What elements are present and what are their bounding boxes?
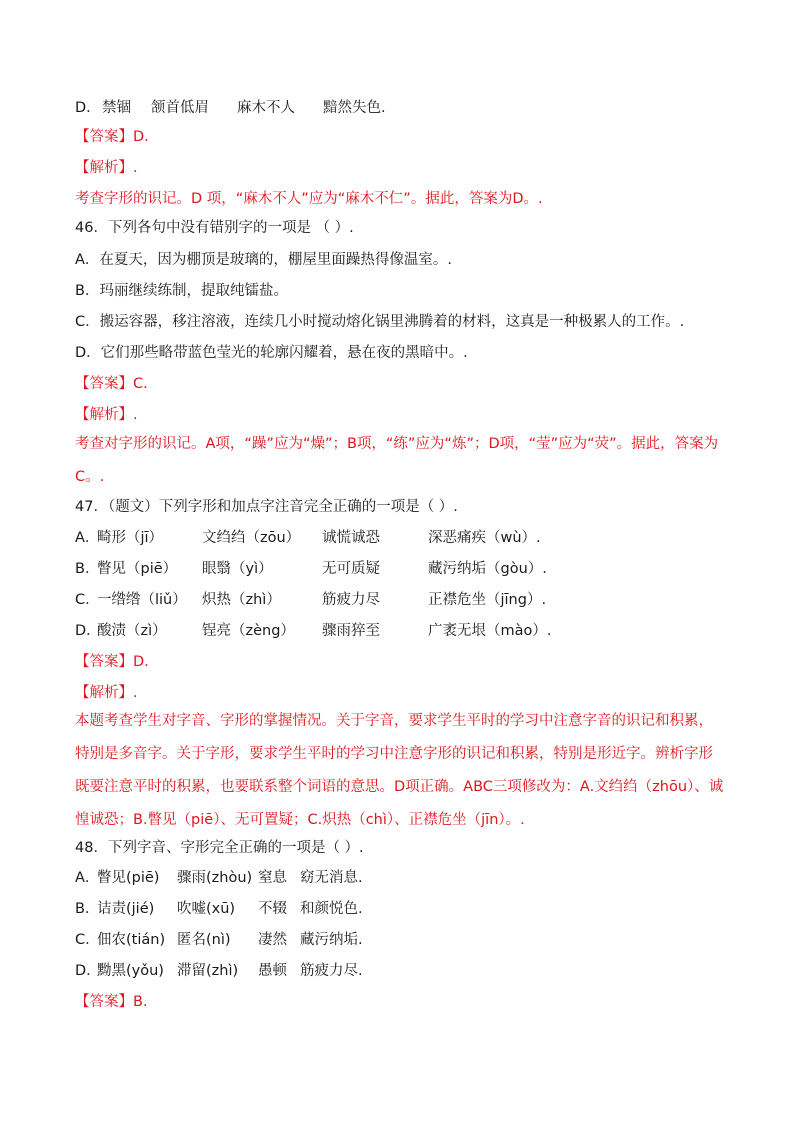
q46-option-b: B．玛丽继续练制，提取纯镭盐。 xyxy=(75,283,288,299)
option-item: 诘责(jié) xyxy=(97,901,155,917)
option-item: 麻木不人 xyxy=(237,100,295,116)
option-item: 骤雨(zhòu) xyxy=(177,870,253,886)
option-item: 眼翳（yì） xyxy=(202,561,273,577)
q47-question: 47．（题文）下列字形和加点字注音完全正确的一项是（ ）. xyxy=(75,499,458,515)
option-item: 筋疲力尽 xyxy=(322,592,380,608)
option-item: 匿名(nì) xyxy=(177,932,231,948)
q47-answer: 【答案】D. xyxy=(75,654,149,670)
option-item: 黝黑(yǒu) xyxy=(97,963,164,979)
q46-analysis-text: 考查对字形的识记。A项，“躁”应为“燥”；B项，“练”应为“炼”；D项，“莹”应为“荧”。据此，答案为C。. xyxy=(75,436,719,485)
option-item: 深恶痛疾（wù）. xyxy=(428,530,541,546)
q46-option-a: A．在夏天，因为棚顶是玻璃的，棚屋里面躁热得像温室。. xyxy=(75,252,453,268)
q46-analysis-heading: 【解析】. xyxy=(75,407,138,423)
option-item: 文绉绉（zōu） xyxy=(202,530,301,546)
option-item: 锃亮（zèng） xyxy=(202,623,295,639)
option-item: 窈无消息. xyxy=(300,870,363,886)
option-item: 黯然失色. xyxy=(323,100,386,116)
option-label: A． xyxy=(75,530,100,546)
option-label: C． xyxy=(75,592,100,608)
option-item: 骤雨猝至 xyxy=(322,623,380,639)
option-item: 正襟危坐（jīng）. xyxy=(428,592,547,608)
option-item: 佃农(tián) xyxy=(97,932,166,948)
q47-analysis-text: 本题考查学生对字音、字形的掌握情况。关于字音，要求学生平时的学习中注意字音的识记和积累，特别是多音字。关于字形，要求学生平时的学习中注意字形的识记和积累，特别是形近字。辨析字形既要注意平时的积累，也要联系整个词语的意思。D项正确。ABC三项修改为：A.文绉绉（zhōu）、诚惶诚恐；B.瞥见（piē）、无可置疑；C.炽热（chì）、正襟危坐（jīn）。. xyxy=(75,713,724,828)
option-item: 不辍 xyxy=(258,901,287,917)
option-item: 筋疲力尽. xyxy=(300,963,363,979)
option-item: 无可质疑 xyxy=(322,561,380,577)
q48-answer: 【答案】B. xyxy=(75,994,148,1010)
option-label: B． xyxy=(75,901,100,917)
option-item: 滞留(zhì) xyxy=(177,963,239,979)
option-item: 瞥见(piē) xyxy=(97,870,160,886)
option-item: 诚慌诚恐 xyxy=(322,530,380,546)
option-item: 瞥见（piē） xyxy=(97,561,178,577)
option-item: 炽热（zhì） xyxy=(202,592,281,608)
option-item: 吹嘘(xū) xyxy=(177,901,236,917)
option-item: 藏污纳垢. xyxy=(300,932,363,948)
q47-analysis-heading: 【解析】. xyxy=(75,685,138,701)
option-item: 藏污纳垢（gòu）. xyxy=(428,561,547,577)
option-item: 颔首低眉 xyxy=(151,100,209,116)
option-label: A． xyxy=(75,870,100,886)
q45-analysis-text: 考查字形的识记。D 项，“麻木不人”应为“麻木不仁”。据此，答案为D。. xyxy=(75,191,543,207)
option-item: 窒息 xyxy=(258,870,287,886)
option-label: D． xyxy=(75,100,101,116)
option-item: 广袤无垠（mào）. xyxy=(428,623,552,639)
option-item: 和颜悦色. xyxy=(300,901,363,917)
option-item: 禁锢 xyxy=(102,100,131,116)
option-label: D． xyxy=(75,963,101,979)
q46-option-c: C．搬运容器，移注溶液，连续几小时搅动熔化锅里沸腾着的材料，这真是一种极累人的工作。. xyxy=(75,314,685,330)
q46-answer: 【答案】C. xyxy=(75,376,148,392)
option-item: 一绺绺（liǔ） xyxy=(97,592,187,608)
q46-question: 46．下列各句中没有错别字的一项是 （ ）. xyxy=(75,220,354,236)
q46-option-d: D．它们那些略带蓝色莹光的轮廓闪耀着，悬在夜的黑暗中。. xyxy=(75,345,468,361)
option-label: B． xyxy=(75,561,100,577)
q45-analysis-heading: 【解析】. xyxy=(75,160,138,176)
q48-question: 48．下列字音、字形完全正确的一项是（ ）. xyxy=(75,840,364,856)
option-label: D． xyxy=(75,623,101,639)
option-label: C． xyxy=(75,932,100,948)
option-item: 酸渍（zì） xyxy=(97,623,167,639)
option-item: 愚顿 xyxy=(258,963,287,979)
q45-answer: 【答案】D. xyxy=(75,129,149,145)
option-item: 畸形（jī） xyxy=(97,530,164,546)
option-item: 凄然 xyxy=(258,932,287,948)
